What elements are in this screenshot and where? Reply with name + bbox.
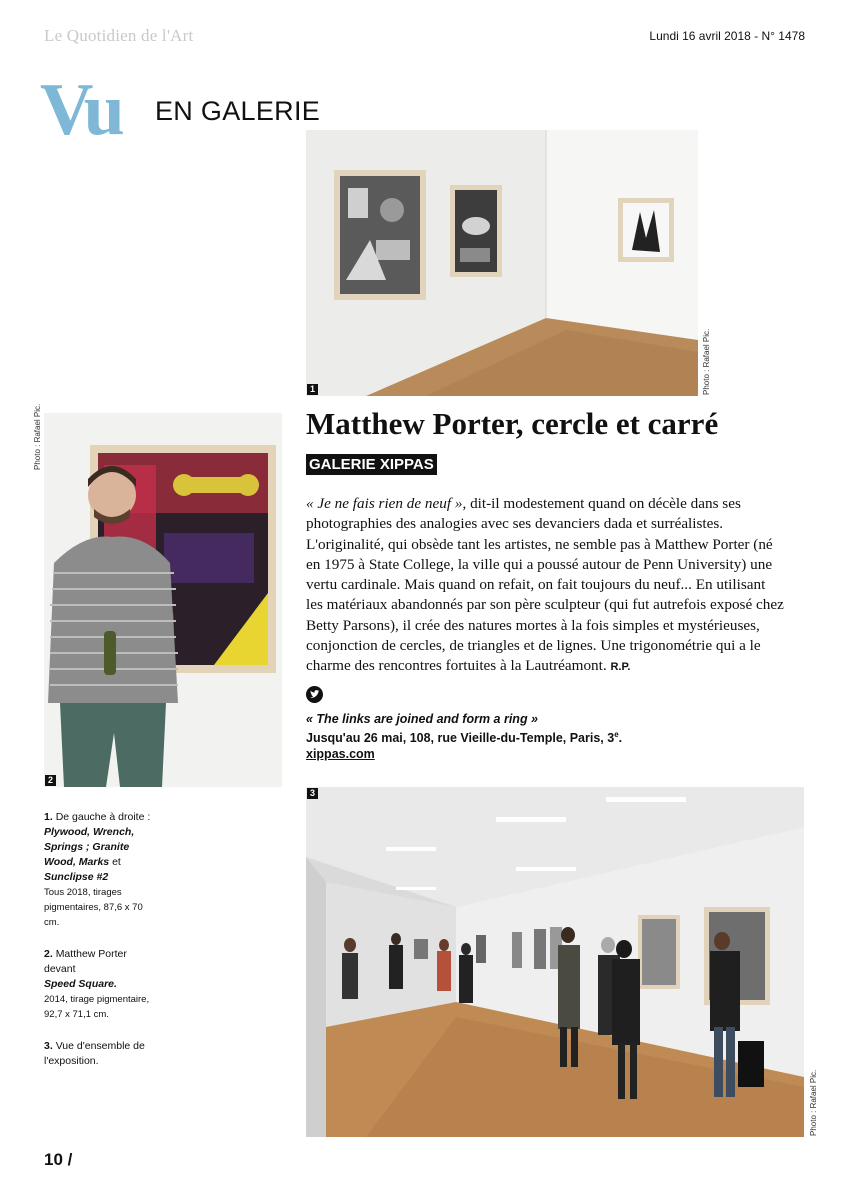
exhibition-view-illustration [306, 787, 804, 1137]
article-body [306, 494, 784, 678]
photo-number-3: 3 [307, 788, 318, 799]
caption-1-details: Tous 2018, tirages pigmentaires, 87,6 x 70 cm. [44, 887, 143, 928]
twitter-icon[interactable] [306, 686, 323, 703]
article-quote: « Je ne fais rien de neuf » [306, 495, 463, 512]
caption-1-work2: Sunclipse #2 [44, 871, 109, 883]
caption-3-lead: Vue d'ensemble de l'exposition. [44, 1040, 145, 1067]
article-text: , dit-il modestement quand on décèle dans ses photographies des analogies avec ses devanciers dada et surréalistes. L'originalité, qui obsède tant les artistes, ne semble pas à Matthew Porter (né en 1975 à State College, la ville qui a poussé autour de Penn University) une vertu cardinale. Mais quand on refait, on fait toujours du neuf... En utilisant les matériaux abandonnés par son père sculpteur (qui fut autrefois exposé chez Betty Parsons), il crée des natures mortes à la fois simples et mystérieuses, conjonction de cercles, de triangles et de lignes. Une trigonométrie qui a le charme des rencontres fortuites à la Lautréamont. [306, 495, 784, 675]
exhibition-title: « The links are joined and form a ring » [306, 712, 539, 726]
caption-2-details: 2014, tirage pigmentaire, 92,7 x 71,1 cm. [44, 994, 150, 1020]
author-initials: R.P. [610, 661, 631, 674]
exhibition-dates-address-text: Jusqu'au 26 mai, 108, rue Vieille-du-Temple, Paris, 3 [306, 731, 615, 746]
issue-date: Lundi 16 avril 2018 - N° 1478 [649, 29, 805, 43]
exhibition-info [306, 711, 622, 762]
caption-2 [44, 947, 154, 1022]
caption-1 [44, 810, 154, 930]
twitter-bird-glyph [306, 686, 323, 703]
caption-1-and: et [112, 856, 121, 868]
caption-3-number: 3. [44, 1040, 53, 1052]
caption-2-number: 2. [44, 948, 53, 960]
caption-3 [44, 1039, 154, 1069]
photo-exhibition-view [306, 787, 804, 1137]
caption-1-number: 1. [44, 811, 53, 823]
photo-number-1: 1 [307, 384, 318, 395]
caption-2-works: Speed Square. [44, 978, 117, 990]
caption-1-works: Plywood, Wrench, Springs ; Granite Wood, Marks [44, 826, 135, 868]
artwork-2 [450, 185, 502, 277]
address-end: . [618, 731, 623, 746]
artwork-3 [618, 198, 674, 262]
gallery-website-link[interactable]: xippas.com [306, 747, 375, 762]
artwork-1 [334, 170, 426, 300]
photo-artist-portrait [44, 413, 282, 787]
photo-credit-2: Photo : Rafael Pic. [33, 403, 42, 470]
masthead: Le Quotidien de l'Art [44, 26, 194, 45]
article-title: Matthew Porter, cercle et carré [306, 406, 719, 441]
page-number: 10 / [44, 1150, 73, 1169]
photo-credit-3: Photo : Rafael Pic. [809, 1069, 818, 1136]
caption-2-lead: Matthew Porter devant [44, 948, 127, 975]
photo-number-2: 2 [45, 775, 56, 786]
exhibition-dates-address [306, 727, 622, 746]
photo-captions [44, 810, 154, 1086]
photo-credit-1: Photo : Rafael Pic. [702, 328, 711, 395]
artist-portrait-illustration [44, 413, 282, 787]
gallery-corner-illustration [306, 130, 698, 396]
rubric-logo: Vu [40, 69, 122, 151]
rubric-title: EN GALERIE [155, 96, 321, 126]
photo-gallery-corner [306, 130, 698, 396]
arrondissement-suffix: e [614, 730, 619, 739]
gallery-name: GALERIE XIPPAS [306, 454, 437, 475]
caption-1-lead: De gauche à droite : [55, 811, 151, 823]
